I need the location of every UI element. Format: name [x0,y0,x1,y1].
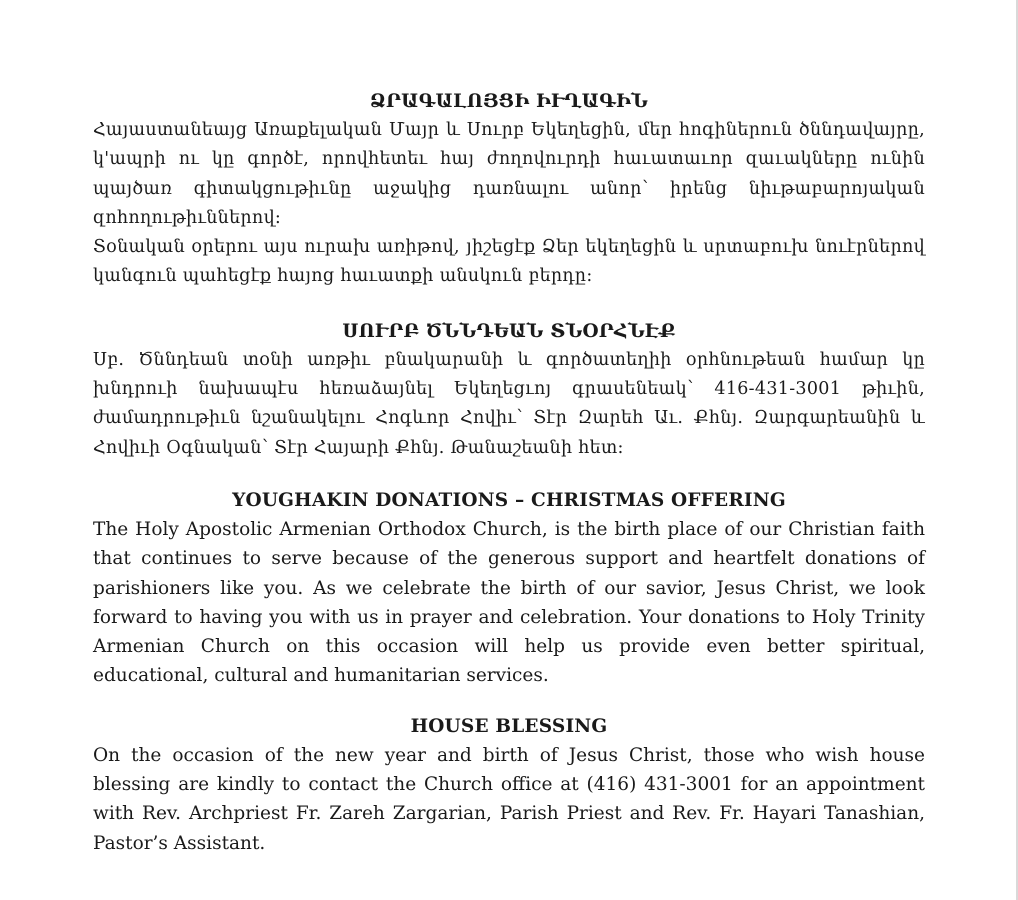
section-spacer [93,691,925,713]
section-youghakin-english [93,487,925,691]
section-paragraph: Տօնական օրերու այս ուրախ առիթով, յիշեցէք Ձեր եկեղեցին և սրտաբուխ նուէրներով կանգուն պահեցէք հայոց հաւատքի անսկուն բերդը: [93,237,925,287]
section-title: YOUGHAKIN DONATIONS – CHRISTMAS OFFERING [232,489,786,511]
section-house-blessing-armenian [93,318,925,463]
section-house-blessing-english [93,713,925,858]
section-paragraph: Հայաստանեայց Առաքելական Մայր և Սուրբ Եկեղեցին, մեր հոգիներուն ծննդավայրը, կ'ապրի ու կը գործէ, որովհետեւ հայ ժողովուրդի հաւատաւոր զաւակները ունին պայծառ գիտակցութիւնը աջակից դառնալու անոր՝ իրենց նիւթաբարոյական զոհողութիւններով: [93,120,925,228]
section-title: HOUSE BLESSING [410,715,608,737]
section-title: ՁՐԱԳԱԼՈՅՑԻ ԻՒՂԱԳԻՆ [369,91,649,112]
section-spacer [93,292,925,318]
section-paragraph: The Holy Apostolic Armenian Orthodox Church, is the birth place of our Christian faith that continues to serve because of the generous support and heartfelt donations of parishioners like you. As we celebrate the birth of our savior, Jesus Christ, we look forward to having you with us in prayer and celebration. Your donations to Holy Trinity Armenian Church on this occasion will help us provide even better spiritual, educational, cultural and humanitarian services. [93,518,925,687]
section-youghakin-armenian [93,88,925,292]
section-spacer [93,463,925,487]
section-paragraph: On the occasion of the new year and birth of Jesus Christ, those who wish house blessing are kindly to contact the Church office at (416) 431-3001 for an appointment with Rev. Archpriest Fr. Zareh Zargarian, Parish Priest and Rev. Fr. Hayari Tanashian, Pastor’s Assistant. [93,744,925,854]
section-paragraph: Սբ. Ծննդեան տօնի առթիւ բնակարանի և գործատեղիի օրհնութեան համար կը խնդրուի նախապէս հեռաձայնել Եկեղեցւոյ գրասենեակ՝ 416-431-3001 թիւին, ժամադրութիւն նշանակելու Հոգևոր Հովիւ՝ Տէր Զարեհ Աւ. Քհնյ. Զարգարեանին և Հովիւի Օգնական՝ Տէր Հայարի Քհնյ. Թանաշեանի հետ: [93,349,925,458]
bulletin-page [93,88,925,858]
section-title: ՍՈՒՐԲ ԾՆՆԴԵԱՆ ՏՆՕՐՀՆԷՔ [342,320,676,342]
